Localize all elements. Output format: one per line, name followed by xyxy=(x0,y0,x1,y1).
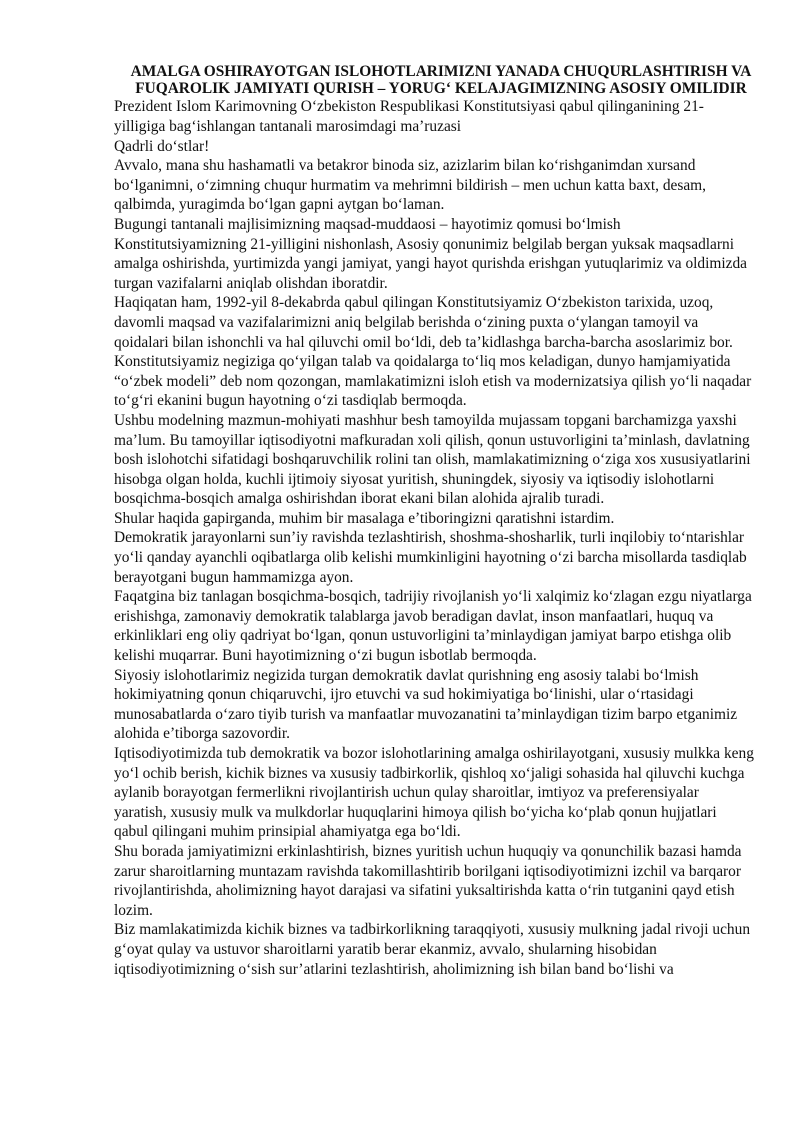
body-paragraph: Siyosiy islohotlarimiz negizida turgan demokratik davlat qurishning eng asosiy talabi bo‘lmish hokimiyatning qonun chiqaruvchi, ijro etuvchi va sud hokimiyatiga bo‘linishi, ular o‘rtasidagi munosabatlarda o‘zaro tiyib turish va manfaatlar muvozanatini ta’minlaydigan tizim barpo etganimiz alohida e’tiborga sazovordir. xyxy=(114,666,738,743)
greeting-paragraph: Qadrli do‘stlar! xyxy=(114,137,210,155)
body-paragraph: Iqtisodiyotimizda tub demokratik va bozor islohotlarining amalga oshirilayotgani, xususiy mulkka keng yo‘l ochib berish, kichik biznes va xususiy tadbirkorlik, qishloq xo‘jaligi sohasida hal qiluvchi kuchga aylanib borayotgan fermerlikni rivojlantirish uchun qulay sharoitlar, imtiyoz va preferensiyalar yaratish, xususiy mulk va mulkdorlar huquqlarini himoya qilish bo‘yicha ko‘plab qonun hujjatlari qabul qilingani muhim prinsipial ahamiyatga ega bo‘ldi. xyxy=(114,745,754,841)
document-page xyxy=(114,63,754,979)
body-paragraph: Konstitutsiyamiz negiziga qo‘yilgan talab va qoidalarga to‘liq mos keladigan, dunyo hamjamiyatida “o‘zbek modeli” deb nom qozongan, mamlakatimizni isloh etish va modernizatsiya qilish yo‘li naqadar to‘g‘ri ekanini bugun hayotning o‘zi tasdiqlab bermoqda. xyxy=(114,353,752,410)
body-paragraph: Biz mamlakatimizda kichik biznes va tadbirkorlikning taraqqiyoti, xususiy mulkning jadal rivoji uchun g‘oyat qulay va ustuvor sharoitlarni yaratib berar ekanmiz, avvalo, shularning hisobidan iqtisodiyotimizning o‘sish sur’atlarini tezlashtirish, aholimizning ish bilan band bo‘lishi va xyxy=(114,921,751,978)
body-paragraph: Avvalo, mana shu hashamatli va betakror binoda siz, azizlarim bilan ko‘rishganimdan xursand bo‘lganimni, o‘zimning chuqur hurmatim va mehrimni bildirish – men uchun katta baxt, desam, qalbimda, yuragimda bo‘lgan gapni aytgan bo‘laman. xyxy=(114,157,706,214)
subtitle-paragraph: Prezident Islom Karimovning O‘zbekiston Respublikasi Konstitutsiyasi qabul qilinganining 21-yilligiga bag‘ishlangan tantanali marosimdagi ma’ruzasi xyxy=(114,98,704,135)
body-paragraph: Faqatgina biz tanlagan bosqichma-bosqich, tadrijiy rivojlanish yo‘li xalqimiz ko‘zlagan ezgu niyatlarga erishishga, zamonaviy demokratik talablarga javob beradigan davlat, inson manfaatlari, huquq va erkinliklari eng oliy qadriyat bo‘lgan, qonun ustuvorligini ta’minlaydigan jamiyat barpo etishga olib kelishi muqarrar. Buni hayotimizning o‘zi bugun isbotlab bermoqda. xyxy=(114,588,752,665)
body-paragraph: Demokratik jarayonlarni sun’iy ravishda tezlashtirish, shoshma-shosharlik, turli inqilobiy to‘ntarishlar yo‘li qanday ayanchli oqibatlarga olib kelishi mumkinligini hayotning o‘zi barcha misollarda tasdiqlab berayotgani bugun hammamizga ayon. xyxy=(114,529,747,586)
body-paragraph: Shular haqida gapirganda, muhim bir masalaga e’tiboringizni qaratishni istardim. xyxy=(114,509,615,527)
body-paragraph: Shu borada jamiyatimizni erkinlashtirish, biznes yuritish uchun huquqiy va qonunchilik bazasi hamda zarur sharoitlarning muntazam ravishda takomillashtirib borilgani iqtisodiyotimizni izchil va barqaror rivojlantirishda, aholimizning hayot darajasi va sifatini yuksaltirishda katta o‘rin tutganini qayd etish lozim. xyxy=(114,842,742,919)
document-title: AMALGA OSHIRAYOTGAN ISLOHOTLARIMIZNI YANADA CHUQURLASHTIRISH VA FUQAROLIK JAMIYATI QURISH – YORUG‘ KELAJAGIMIZNING ASOSIY OMILIDIR xyxy=(130,63,752,98)
body-paragraph: Haqiqatan ham, 1992-yil 8-dekabrda qabul qilingan Konstitutsiyamiz O‘zbekiston tarixida, uzoq, davomli maqsad va vazifalarimizni aniq belgilab berishda o‘zining puxta o‘ylangan tamoyil va qoidalari bilan ishonchli va hal qiluvchi omil bo‘ldi, deb ta’kidlashga barcha-barcha asoslarimiz bor. xyxy=(114,294,733,351)
body-paragraph: Ushbu modelning mazmun-mohiyati mashhur besh tamoyilda mujassam topgani barchamizga yaxshi ma’lum. Bu tamoyillar iqtisodiyotni mafkuradan xoli qilish, qonun ustuvorligini ta’minlash, davlatning bosh islohotchi sifatidagi boshqaruvchilik rolini tan olish, mamlakatimizning o‘ziga xos xususiyatlarini hisobga olgan holda, kuchli ijtimoiy siyosat yuritish, shuningdek, siyosiy va iqtisodiy islohotlarni bosqichma-bosqich amalga oshirishdan iborat ekani bilan alohida ajralib turadi. xyxy=(114,411,751,508)
body-paragraph: Bugungi tantanali majlisimizning maqsad-muddaosi – hayotimiz qomusi bo‘lmish Konstitutsiyamizning 21-yilligini nishonlash, Asosiy qonunimiz belgilab bergan yuksak maqsadlarni amalga oshirishda, yurtimizda yangi jamiyat, yangi hayot qurishda erishgan yutuqlarimiz va oldimizda turgan vazifalarni aniqlab olishdan iboratdir. xyxy=(114,215,747,292)
